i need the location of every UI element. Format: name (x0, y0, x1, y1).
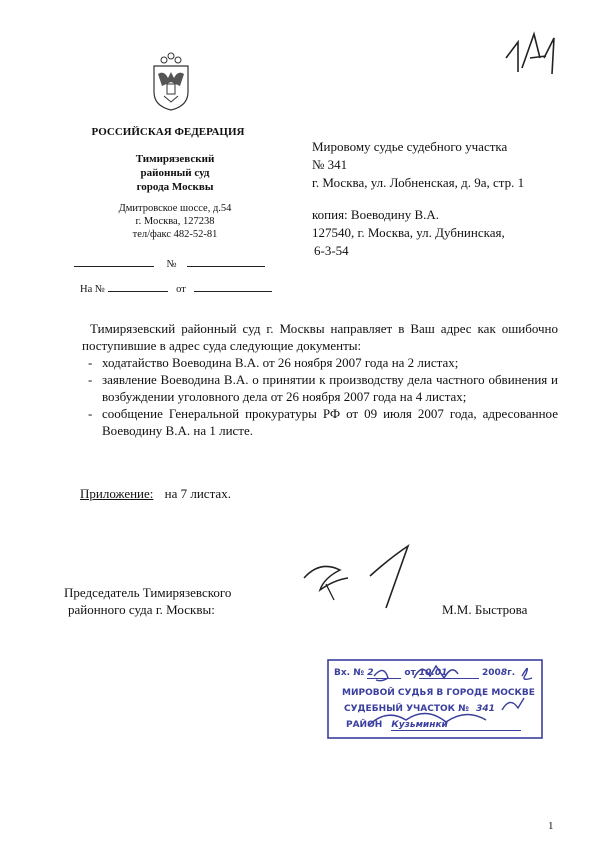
incoming-no-label: На № (80, 284, 105, 295)
attachment-label: Приложение: (80, 486, 154, 501)
stamp-handwritten-year: 8 (500, 668, 508, 678)
chairman-title-line1: Председатель Тимирязевского (64, 585, 232, 600)
document-item: - сообщение Генеральной прокуратуры РФ от 09 июля 2007 года, адресованное Воеводину В.А. на 1 листе. (88, 406, 558, 438)
stamp-line2: МИРОВОЙ СУДЬЯ В ГОРОДЕ МОСКВЕ (342, 688, 535, 698)
attachment-value: на 7 листах. (164, 486, 231, 501)
incoming-ref-line (80, 281, 280, 295)
court-name-line1: Тимирязевский (135, 153, 215, 165)
document-item: - ходатайство Воеводина В.А. от 26 ноября 2007 года на 2 листах; (88, 355, 459, 370)
document-item-text: заявление Воеводина В.А. о принятии к производству дела частного обвинения и возбуждении уголовного дела от 26 ноября 2007 года на 4 листах; (102, 372, 558, 404)
stamp-uchastok-label: СУДЕБНЫЙ УЧАСТОК № (344, 704, 469, 714)
court-name (100, 152, 250, 194)
stamp-handwritten-date: 10.01 (419, 668, 479, 679)
handwritten-signature (290, 538, 430, 618)
document-item-text: ходатайство Воеводина В.А. от 26 ноября 2007 года на 2 листах; (102, 355, 459, 370)
copy-line3: 6-3-54 (314, 243, 349, 258)
recipient-block (312, 138, 572, 192)
stamp-year-suffix: г. (507, 668, 516, 678)
chairman-name: М.М. Быстрова (442, 602, 528, 617)
court-name-line3: города Москвы (136, 181, 214, 193)
chairman-title-line2: районного суда г. Москвы: (68, 602, 215, 617)
outgoing-no-blank (187, 256, 265, 267)
document-list (82, 354, 558, 439)
stamp-handwritten-uchastok: 341 (476, 704, 495, 714)
recipient-line2: № 341 (312, 157, 348, 172)
stamp-line1 (334, 668, 515, 679)
incoming-stamp (326, 658, 546, 742)
letter-intro: Тимирязевский районный суд г. Москвы направляет в Ваш адрес как ошибочно поступившие в адрес суда следующие документы: (82, 321, 558, 353)
coat-of-arms-icon (148, 52, 194, 112)
stamp-line4 (346, 720, 521, 731)
handwritten-page-number (500, 28, 560, 78)
outgoing-no-label: № (166, 259, 177, 270)
court-name-line2: районный суд (140, 167, 210, 179)
incoming-ot-label: от (176, 284, 186, 295)
stamp-handwritten-rayon: Кузьминки (391, 720, 521, 731)
incoming-date-blank (194, 281, 272, 292)
stamp-ot-label: от (404, 668, 416, 678)
outgoing-date-blank (74, 256, 154, 267)
letter-body (82, 320, 558, 439)
handwritten-number-text: 141 (500, 28, 502, 29)
incoming-no-blank (108, 281, 168, 292)
federation-title: РОССИЙСКАЯ ФЕДЕРАЦИЯ (91, 126, 245, 138)
stamp-rayon-label: РАЙОН (346, 720, 383, 730)
recipient-line1: Мировому судье судебного участка (312, 139, 508, 154)
stamp-handwritten-no: 2 (367, 668, 401, 679)
court-address-line3: тел/факс 482-52-81 (132, 229, 218, 240)
stamp-line3 (344, 704, 495, 714)
outgoing-ref-line (74, 256, 274, 270)
page-number: 1 (548, 820, 554, 832)
stamp-vh-label: Вх. № (334, 668, 365, 678)
document-item: - заявление Воеводина В.А. о принятии к производству дела частного обвинения и возбуждении уголовного дела от 26 ноября 2007 года на 4 листах; (88, 372, 558, 404)
court-address (80, 202, 270, 241)
stamp-year-label: 200 (482, 668, 501, 678)
court-address-line1: Дмитровское шоссе, д.54 (118, 203, 232, 214)
attachment-line (80, 486, 231, 502)
chairman-title (64, 584, 294, 618)
copy-to-block (312, 206, 572, 260)
copy-line2: 127540, г. Москва, ул. Дубнинская, (312, 225, 505, 240)
court-address-line2: г. Москва, 127238 (135, 216, 215, 227)
copy-line1: копия: Воеводину В.А. (312, 207, 440, 222)
recipient-line3: г. Москва, ул. Лобненская, д. 9а, стр. 1 (312, 175, 525, 190)
document-item-text: сообщение Генеральной прокуратуры РФ от 09 июля 2007 года, адресованное Воеводину В.А. на 1 листе. (102, 406, 558, 438)
